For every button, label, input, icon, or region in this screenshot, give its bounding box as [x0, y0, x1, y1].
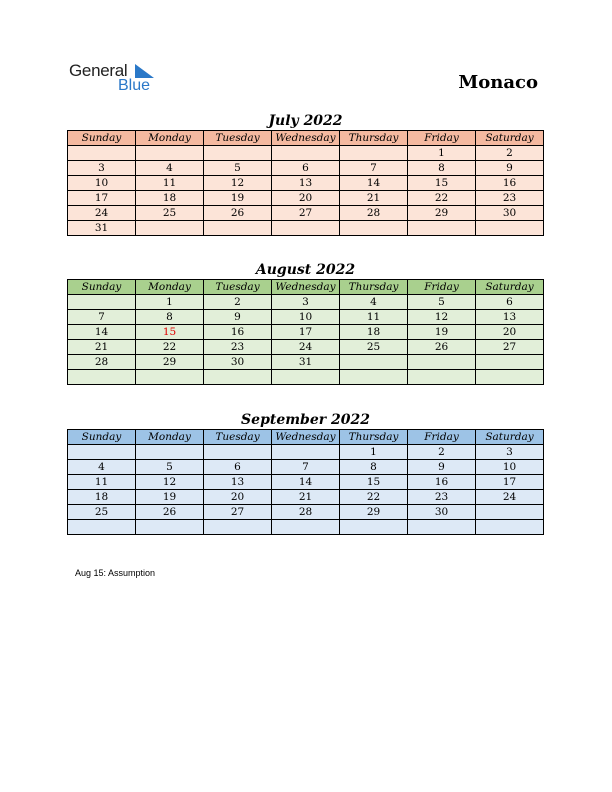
- day-cell: [476, 370, 544, 385]
- day-cell: 26: [136, 505, 204, 520]
- day-cell: 10: [476, 460, 544, 475]
- day-cell: 21: [272, 490, 340, 505]
- week-row: [68, 460, 544, 475]
- day-cell: 22: [136, 340, 204, 355]
- calendar-grid: [67, 279, 544, 385]
- day-cell: 24: [272, 340, 340, 355]
- day-cell: 15: [340, 475, 408, 490]
- day-cell: [68, 445, 136, 460]
- day-cell: 18: [136, 191, 204, 206]
- day-cell: 14: [272, 475, 340, 490]
- day-cell: [272, 445, 340, 460]
- day-cell: 20: [476, 325, 544, 340]
- holiday-notes: [75, 568, 155, 578]
- day-cell: [408, 355, 476, 370]
- day-cell: [68, 370, 136, 385]
- weekday-header: Thursday: [340, 131, 408, 146]
- logo-text-blue: Blue: [118, 77, 151, 94]
- week-row: [68, 475, 544, 490]
- day-cell: 4: [68, 460, 136, 475]
- day-cell: 19: [408, 325, 476, 340]
- day-cell: 12: [136, 475, 204, 490]
- day-cell: 18: [68, 490, 136, 505]
- week-row: [68, 445, 544, 460]
- week-row: [68, 340, 544, 355]
- week-row: [68, 176, 544, 191]
- day-cell: 23: [204, 340, 272, 355]
- day-cell: [340, 221, 408, 236]
- day-cell: 10: [68, 176, 136, 191]
- weekday-header: Sunday: [68, 430, 136, 445]
- weekday-header-row: [68, 430, 544, 445]
- day-cell: 17: [68, 191, 136, 206]
- day-cell: 27: [476, 340, 544, 355]
- day-cell: [136, 146, 204, 161]
- month-september: [67, 411, 544, 535]
- day-cell: 30: [204, 355, 272, 370]
- day-cell: 6: [476, 295, 544, 310]
- day-cell: [340, 355, 408, 370]
- day-cell: [136, 520, 204, 535]
- weekday-header: Friday: [408, 430, 476, 445]
- day-cell: 29: [136, 355, 204, 370]
- day-cell: 7: [68, 310, 136, 325]
- weekday-header: Sunday: [68, 131, 136, 146]
- logo: [69, 61, 169, 97]
- day-cell: 8: [408, 161, 476, 176]
- week-row: [68, 295, 544, 310]
- day-cell: 4: [136, 161, 204, 176]
- day-cell: 7: [272, 460, 340, 475]
- day-cell: 29: [408, 206, 476, 221]
- day-cell: 9: [204, 310, 272, 325]
- day-cell: 15: [408, 176, 476, 191]
- day-cell: [340, 520, 408, 535]
- day-cell: 9: [476, 161, 544, 176]
- week-row: [68, 206, 544, 221]
- weekday-header: Saturday: [476, 280, 544, 295]
- weekday-header: Sunday: [68, 280, 136, 295]
- weekday-header: Tuesday: [204, 430, 272, 445]
- day-cell: 11: [340, 310, 408, 325]
- day-cell: 15: [136, 325, 204, 340]
- day-cell: 2: [204, 295, 272, 310]
- day-cell: 26: [204, 206, 272, 221]
- day-cell: 17: [476, 475, 544, 490]
- weekday-header: Friday: [408, 131, 476, 146]
- day-cell: 28: [68, 355, 136, 370]
- week-row: [68, 221, 544, 236]
- week-row: [68, 146, 544, 161]
- week-row: [68, 325, 544, 340]
- month-title: September 2022: [241, 412, 370, 428]
- weekday-header: Wednesday: [272, 430, 340, 445]
- day-cell: 19: [136, 490, 204, 505]
- day-cell: [408, 221, 476, 236]
- day-cell: 31: [272, 355, 340, 370]
- day-cell: 6: [272, 161, 340, 176]
- weekday-header: Thursday: [340, 430, 408, 445]
- weekday-header: Wednesday: [272, 280, 340, 295]
- weekday-header: Monday: [136, 280, 204, 295]
- day-cell: 8: [136, 310, 204, 325]
- day-cell: 23: [408, 490, 476, 505]
- day-cell: 2: [408, 445, 476, 460]
- day-cell: [476, 221, 544, 236]
- weekday-header-row: [68, 131, 544, 146]
- week-row: [68, 505, 544, 520]
- calendar-grid: [67, 429, 544, 535]
- day-cell: 4: [340, 295, 408, 310]
- week-row: [68, 161, 544, 176]
- day-cell: 5: [136, 460, 204, 475]
- day-cell: 1: [340, 445, 408, 460]
- day-cell: 5: [204, 161, 272, 176]
- day-cell: [136, 445, 204, 460]
- day-cell: 25: [68, 505, 136, 520]
- weekday-header: Monday: [136, 131, 204, 146]
- day-cell: 3: [68, 161, 136, 176]
- week-row: [68, 355, 544, 370]
- country-title: Monaco: [458, 72, 538, 93]
- day-cell: 20: [204, 490, 272, 505]
- weekday-header: Wednesday: [272, 131, 340, 146]
- weekday-header: Friday: [408, 280, 476, 295]
- weekday-header: Monday: [136, 430, 204, 445]
- day-cell: 30: [408, 505, 476, 520]
- day-cell: [408, 520, 476, 535]
- logo-text-general: General: [69, 61, 128, 80]
- day-cell: 16: [408, 475, 476, 490]
- weekday-header: Tuesday: [204, 131, 272, 146]
- day-cell: 11: [136, 176, 204, 191]
- day-cell: 25: [340, 340, 408, 355]
- day-cell: 12: [204, 176, 272, 191]
- day-cell: 21: [68, 340, 136, 355]
- day-cell: 3: [272, 295, 340, 310]
- calendar-grid: [67, 130, 544, 236]
- logo-triangle-icon: [135, 64, 154, 78]
- day-cell: 25: [136, 206, 204, 221]
- day-cell: 5: [408, 295, 476, 310]
- day-cell: 3: [476, 445, 544, 460]
- day-cell: 28: [340, 206, 408, 221]
- month-title: July 2022: [268, 113, 343, 129]
- day-cell: [136, 221, 204, 236]
- month-title: August 2022: [255, 262, 356, 278]
- day-cell: 24: [476, 490, 544, 505]
- day-cell: 20: [272, 191, 340, 206]
- day-cell: 1: [408, 146, 476, 161]
- day-cell: 12: [408, 310, 476, 325]
- day-cell: 18: [340, 325, 408, 340]
- week-row: [68, 490, 544, 505]
- weekday-header: Saturday: [476, 131, 544, 146]
- weekday-header: Saturday: [476, 430, 544, 445]
- week-row: [68, 520, 544, 535]
- day-cell: 6: [204, 460, 272, 475]
- day-cell: 13: [476, 310, 544, 325]
- day-cell: 29: [340, 505, 408, 520]
- day-cell: 10: [272, 310, 340, 325]
- day-cell: [204, 370, 272, 385]
- day-cell: 22: [408, 191, 476, 206]
- day-cell: [68, 146, 136, 161]
- day-cell: 7: [340, 161, 408, 176]
- day-cell: 30: [476, 206, 544, 221]
- day-cell: 9: [408, 460, 476, 475]
- day-cell: 14: [68, 325, 136, 340]
- weekday-header: Thursday: [340, 280, 408, 295]
- day-cell: [408, 370, 476, 385]
- day-cell: [272, 370, 340, 385]
- day-cell: [204, 445, 272, 460]
- day-cell: 16: [476, 176, 544, 191]
- day-cell: [340, 370, 408, 385]
- day-cell: 13: [272, 176, 340, 191]
- day-cell: 24: [68, 206, 136, 221]
- day-cell: 14: [340, 176, 408, 191]
- day-cell: [272, 520, 340, 535]
- weekday-header-row: [68, 280, 544, 295]
- day-cell: [68, 520, 136, 535]
- day-cell: 11: [68, 475, 136, 490]
- week-row: [68, 191, 544, 206]
- week-row: [68, 310, 544, 325]
- day-cell: 31: [68, 221, 136, 236]
- day-cell: 1: [136, 295, 204, 310]
- holiday-note: Aug 15: Assumption: [75, 568, 156, 578]
- week-row: [68, 370, 544, 385]
- day-cell: 22: [340, 490, 408, 505]
- day-cell: 16: [204, 325, 272, 340]
- day-cell: 17: [272, 325, 340, 340]
- day-cell: 28: [272, 505, 340, 520]
- day-cell: [476, 355, 544, 370]
- day-cell: 27: [272, 206, 340, 221]
- day-cell: [340, 146, 408, 161]
- day-cell: 13: [204, 475, 272, 490]
- day-cell: 27: [204, 505, 272, 520]
- day-cell: [476, 520, 544, 535]
- day-cell: [204, 520, 272, 535]
- day-cell: [136, 370, 204, 385]
- day-cell: [272, 146, 340, 161]
- weekday-header: Tuesday: [204, 280, 272, 295]
- day-cell: 2: [476, 146, 544, 161]
- month-august: [67, 261, 544, 385]
- day-cell: [204, 221, 272, 236]
- day-cell: [68, 295, 136, 310]
- day-cell: 8: [340, 460, 408, 475]
- day-cell: 19: [204, 191, 272, 206]
- day-cell: 26: [408, 340, 476, 355]
- day-cell: [272, 221, 340, 236]
- day-cell: 21: [340, 191, 408, 206]
- month-july: [67, 112, 544, 236]
- day-cell: [476, 505, 544, 520]
- day-cell: 23: [476, 191, 544, 206]
- day-cell: [204, 146, 272, 161]
